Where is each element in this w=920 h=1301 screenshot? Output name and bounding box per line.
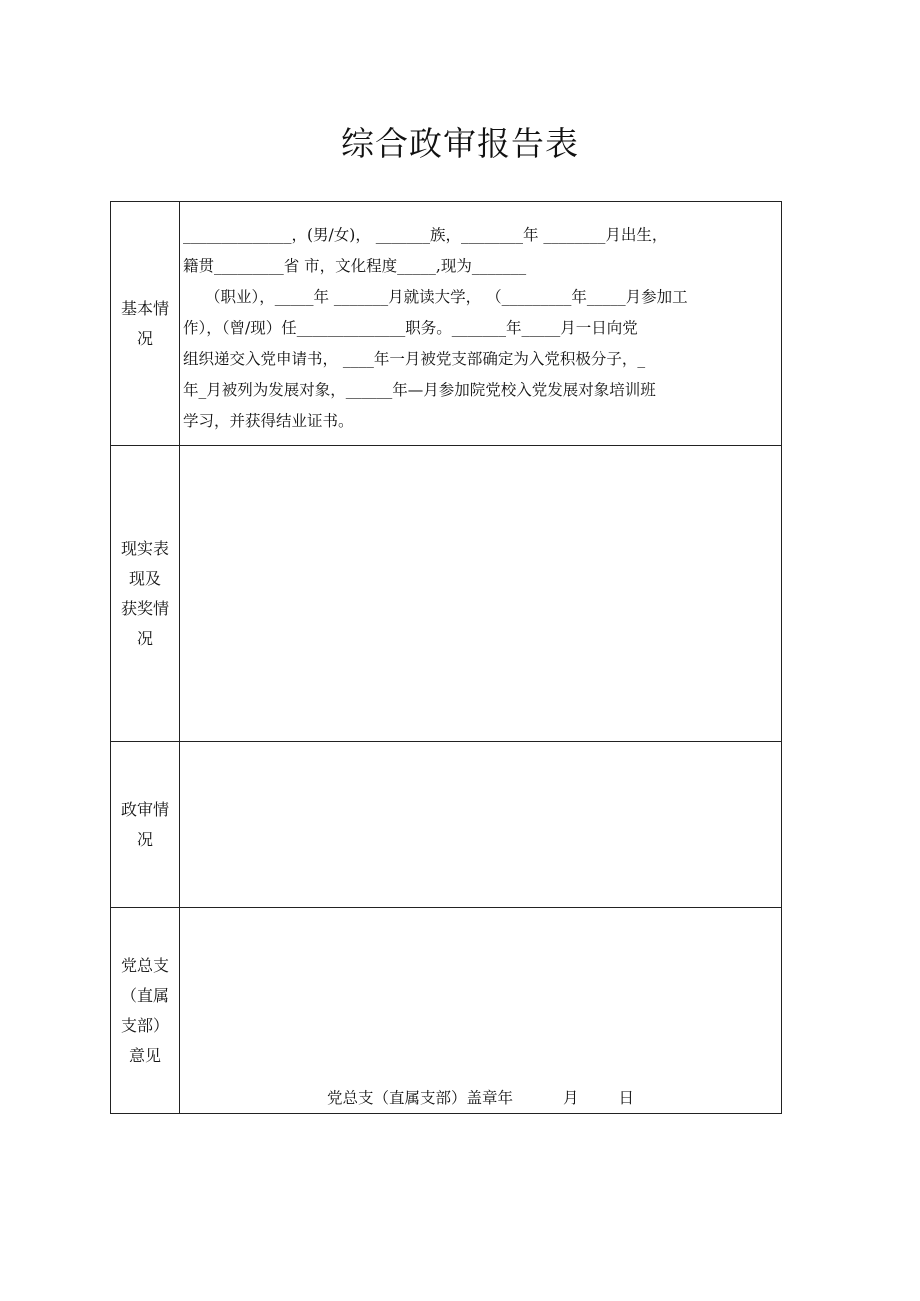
basic-info-text: [180, 202, 781, 445]
political-review-row: [111, 742, 782, 908]
stamp-text: 党总支（直属支部）盖章年: [326, 1089, 513, 1107]
stamp-day: 日: [618, 1089, 635, 1107]
branch-opinion-label-line-1: 党总支: [120, 955, 169, 975]
performance-content[interactable]: [180, 446, 782, 742]
political-review-content[interactable]: [180, 742, 782, 908]
branch-opinion-area: [180, 908, 781, 1113]
stamp-month: 月: [562, 1089, 579, 1107]
basic-info-line-7: 学习，并获得结业证书。: [183, 412, 354, 430]
basic-info-line-3: （职业），_____年 _______月就读大学， （_________年_____月参加工: [205, 288, 688, 306]
branch-opinion-row: [111, 908, 782, 1114]
performance-label-line-3: 获奖情: [120, 598, 169, 618]
political-review-form: [110, 201, 782, 1114]
stamp-line: [180, 1086, 781, 1110]
branch-opinion-label-line-3: 支部）: [120, 1015, 169, 1035]
performance-label-line-2: 现及: [128, 568, 161, 588]
performance-label: [111, 446, 180, 742]
branch-opinion-content[interactable]: [180, 908, 782, 1114]
performance-label-line-4: 况: [136, 628, 153, 648]
branch-opinion-label: [111, 908, 180, 1114]
basic-info-line-5: 组织递交入党申请书， ____年一月被党支部确定为入党积极分子，_: [183, 350, 646, 368]
basic-info-label: [111, 202, 180, 446]
basic-info-row: [111, 202, 782, 446]
basic-info-content[interactable]: [180, 202, 782, 446]
basic-info-line-2: 籍贯_________省 市，文化程度_____,现为_______: [183, 257, 527, 275]
basic-info-line-1: ______________，(男/女)， _______族，________年 ________月出生，: [183, 226, 668, 244]
page-title: 综合政审报告表: [341, 124, 579, 163]
political-review-label-line-1: 政审情: [120, 799, 169, 819]
basic-info-label-line-1: 基本情: [120, 298, 169, 318]
branch-opinion-label-line-4: 意见: [128, 1045, 161, 1065]
political-review-label-line-2: 况: [136, 829, 153, 849]
political-review-label: [111, 742, 180, 908]
performance-row: [111, 446, 782, 742]
basic-info-line-6: 年_月被列为发展对象，______年—月参加院党校入党发展对象培训班: [183, 381, 656, 399]
branch-opinion-label-line-2: （直属: [120, 985, 169, 1005]
basic-info-label-line-2: 况: [136, 328, 153, 348]
performance-label-line-1: 现实表: [120, 538, 169, 558]
basic-info-line-4: 作），（曾/现）任______________职务。_______年_____月一日向党: [183, 319, 638, 337]
